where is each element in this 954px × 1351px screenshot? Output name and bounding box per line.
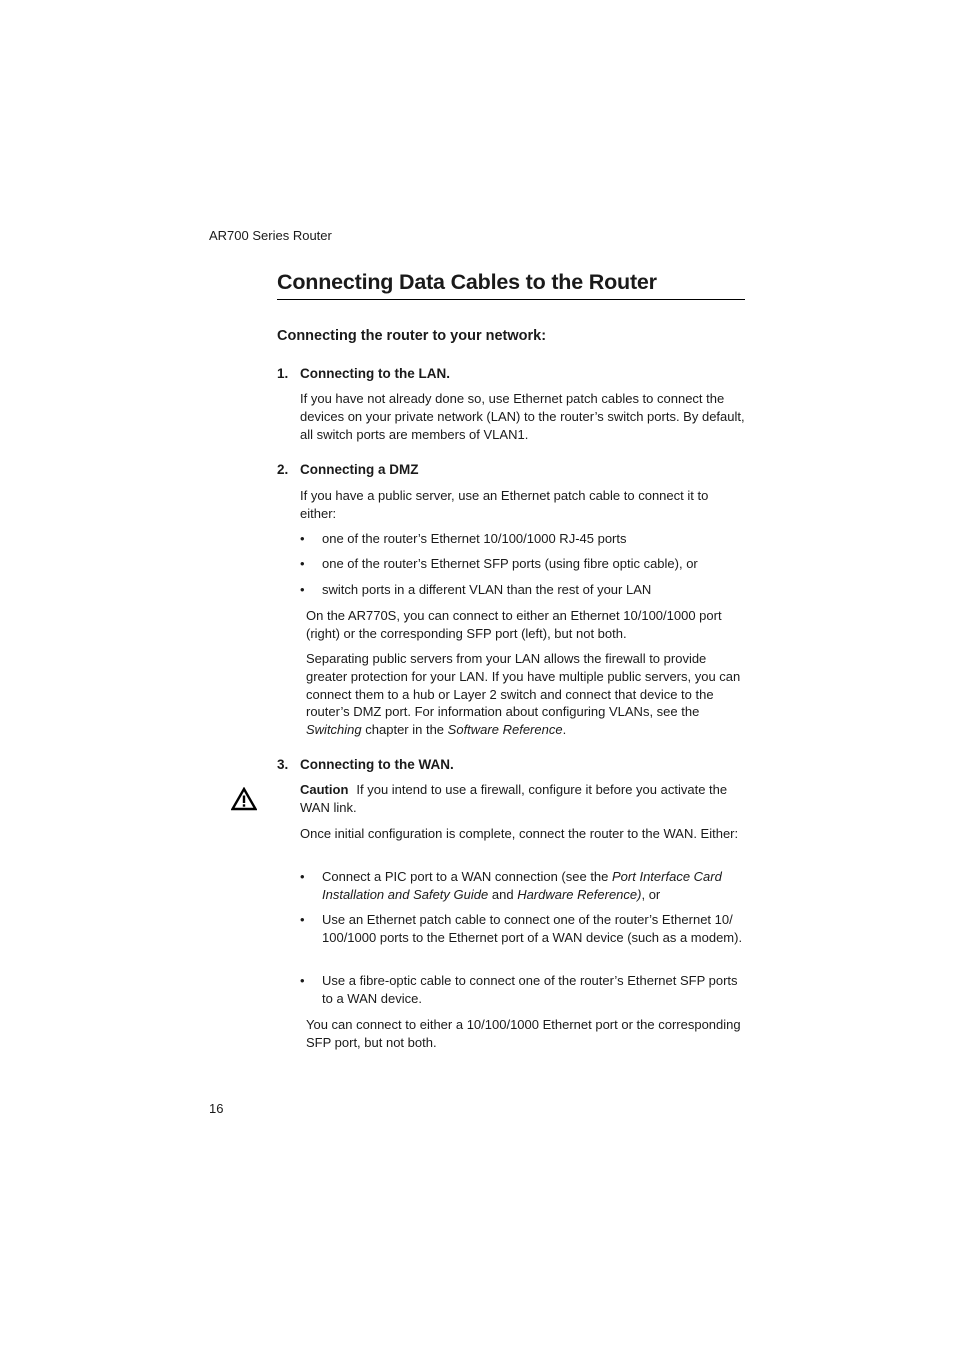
list-item: • Connect a PIC port to a WAN connection (see the Port Interface Card Installation and Safety Guide and Hardware Reference), or (300, 869, 722, 902)
running-head: AR700 Series Router (209, 228, 332, 243)
step-title: Connecting to the LAN. (300, 366, 450, 381)
list-item: • Use an Ethernet patch cable to connect one of the router’s Ethernet 10/ 100/1000 ports to the Ethernet port of a WAN device (such as a modem). (300, 912, 743, 945)
bullet-icon: • (300, 531, 305, 546)
step-number: 2. (277, 462, 289, 477)
caution-note: Caution If you intend to use a firewall, configure it before you activate the WAN link. (300, 782, 728, 815)
page-title: Connecting Data Cables to the Router (277, 270, 745, 300)
step-2-note: On the AR770S, you can connect to either an Ethernet 10/100/1000 port (right) or the corresponding SFP port (left), but not both. (306, 608, 722, 641)
step-number: 1. (277, 366, 289, 381)
reference-software: Software Reference (447, 722, 563, 738)
step-2-heading (277, 462, 419, 477)
step-title: Connecting to the WAN. (300, 757, 454, 772)
step-2-paragraph-2: Separating public servers from your LAN allows the firewall to provide greater protection for your LAN. If you have multiple public servers, you can connect them to a hub or Layer 2 switch and connect that device to the router’s DMZ port. For information about configuring VLANs, see the Switching chapter in the Software Reference. (306, 651, 741, 738)
bullet-icon: • (300, 556, 305, 571)
step-2-paragraph: If you have a public server, use an Ethernet patch cable to connect it to either: (300, 488, 709, 521)
bullet-icon: • (300, 582, 305, 597)
bullet-icon: • (300, 912, 305, 927)
section-subheading: Connecting the router to your network: (277, 328, 547, 344)
list-item: • switch ports in a different VLAN than the rest of your LAN (300, 582, 652, 597)
bullet-icon: • (300, 869, 305, 884)
bullet-icon: • (300, 973, 305, 988)
list-item: • one of the router’s Ethernet SFP ports (using fibre optic cable), or (300, 556, 698, 571)
list-item: • one of the router’s Ethernet 10/100/1000 RJ-45 ports (300, 531, 627, 546)
step-3-paragraph: Once initial configuration is complete, connect the router to the WAN. Either: (300, 826, 739, 841)
warning-triangle-icon (231, 787, 257, 811)
step-3-heading (277, 757, 454, 772)
step-3-note: You can connect to either a 10/100/1000 Ethernet port or the corresponding SFP port, but not both. (306, 1017, 741, 1050)
step-1-heading (277, 366, 450, 381)
page-number: 16 (209, 1101, 224, 1116)
step-1-paragraph: If you have not already done so, use Ethernet patch cables to connect the devices on your private network (LAN) to the router’s switch ports. By default, all switch ports are members of VLAN1. (300, 391, 745, 442)
caution-label: Caution (300, 782, 349, 797)
reference-switching: Switching (306, 722, 362, 738)
step-title: Connecting a DMZ (300, 462, 419, 477)
step-number: 3. (277, 757, 289, 772)
list-item: • Use a fibre-optic cable to connect one of the router’s Ethernet SFP ports to a WAN device. (300, 973, 738, 1006)
